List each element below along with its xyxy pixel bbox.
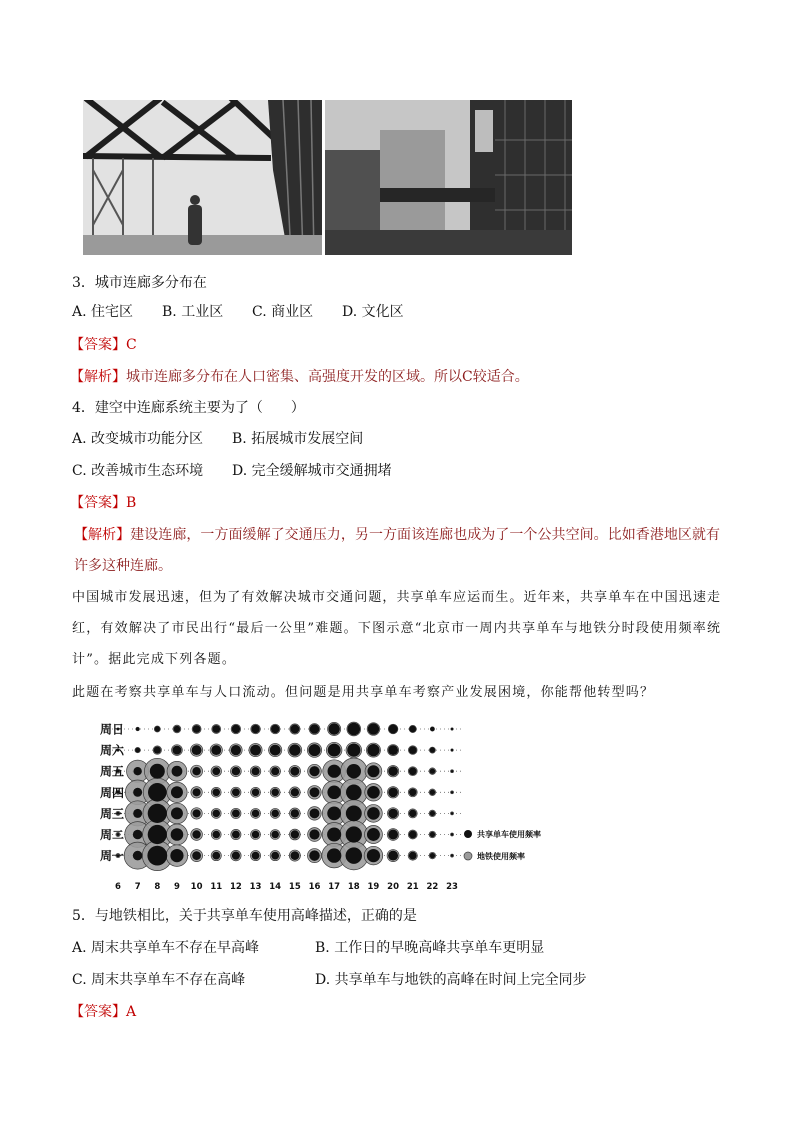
x-tick-label: 14 (269, 882, 282, 892)
bike-bubble (232, 810, 240, 818)
question-3-option-d: D. 文化区 (342, 304, 404, 320)
x-tick-label: 12 (229, 882, 242, 892)
legend-subway-label: 地铁使用频率 (477, 852, 525, 861)
legend-bike-label: 共享单车使用频率 (477, 830, 541, 839)
bike-bubble (430, 853, 435, 858)
bike-bubble (213, 789, 221, 797)
bike-bubble (133, 788, 142, 797)
x-tick-label: 13 (249, 882, 262, 892)
walkway-floor (83, 235, 322, 255)
bike-bubble (193, 725, 201, 733)
answer-value: B (126, 495, 137, 511)
legend-subway-marker (464, 852, 472, 860)
bike-bubble (291, 851, 300, 860)
question-4-analysis-line-2: 许多这种连廊。 (74, 558, 172, 574)
bike-bubble (192, 745, 202, 755)
usage-frequency-bubble-chart (90, 712, 570, 897)
bike-bubble (310, 808, 320, 818)
question-5-stem: 5．与地铁相比，关于共享单车使用高峰描述，正确的是 (72, 908, 417, 924)
answer-label: 【答案】 (70, 495, 126, 511)
answer-value: C (126, 337, 137, 353)
x-tick-label: 6 (115, 882, 121, 892)
bike-bubble (367, 807, 380, 820)
bike-bubble (252, 852, 260, 860)
bike-bubble (346, 826, 362, 842)
bike-bubble (430, 727, 434, 731)
question-3-analysis (70, 368, 529, 386)
bike-bubble (290, 725, 299, 734)
bike-bubble (133, 851, 143, 861)
question-5-option-a: A. 周末共享单车不存在早高峰 (72, 940, 260, 956)
bike-bubble (347, 744, 360, 757)
bike-bubble (174, 726, 181, 733)
bike-bubble (232, 852, 240, 860)
bike-bubble (290, 767, 299, 776)
question-4-option-c: C. 改善城市生态环境 (72, 463, 204, 479)
question-5-option-d: D. 共享单车与地铁的高峰在时间上完全同步 (315, 972, 587, 988)
bike-bubble (388, 851, 398, 861)
bike-bubble (172, 746, 181, 755)
question-5-option-b: B. 工作日的早晚高峰共享单车更明显 (315, 940, 545, 956)
skybridge-exterior-photo (325, 100, 572, 255)
material-line-1: 中国城市发展迅速，但为了有效解决城市交通问题，共享单车应运而生。近年来，共享单车在中国迅速走 (72, 590, 720, 605)
x-tick-label: 9 (173, 882, 180, 892)
bike-bubble (328, 744, 341, 757)
bike-bubble (291, 830, 299, 838)
analysis-text: 建设连廊，一方面缓解了交通压力，另一方面该连廊也成为了一个公共空间。比如香港地区就有 (130, 527, 721, 543)
answer-label: 【答案】 (70, 337, 126, 353)
bike-bubble (367, 786, 380, 799)
legend (464, 829, 541, 861)
bike-bubble (251, 725, 259, 733)
bike-bubble (388, 809, 398, 819)
analysis-label: 【解析】 (70, 369, 126, 385)
bike-bubble (327, 786, 341, 800)
bike-bubble (213, 810, 221, 818)
question-4-option-d: D. 完全缓解城市交通拥堵 (232, 463, 392, 479)
bike-bubble (148, 783, 167, 802)
x-tick-label: 8 (154, 882, 161, 892)
bike-bubble (271, 831, 279, 839)
bike-bubble (193, 788, 201, 796)
bike-bubble (430, 811, 435, 816)
bike-bubble (270, 745, 281, 756)
bike-bubble (271, 725, 279, 733)
bike-bubble (430, 769, 435, 774)
light-column (475, 110, 493, 152)
bike-bubble (135, 748, 140, 753)
bike-bubble (409, 852, 417, 860)
bike-bubble (231, 745, 241, 755)
bike-bubble (451, 728, 453, 730)
bike-bubble (346, 785, 362, 801)
skybridge-interior-photo (83, 100, 322, 255)
answer-label: 【答案】 (70, 1004, 126, 1020)
bike-bubble (309, 744, 321, 756)
bike-bubble (309, 766, 319, 776)
question-4-answer (70, 494, 136, 512)
material-note: 此题在考察共享单车与人口流动。但问题是用共享单车考察产业发展困境，你能帮他转型吗？ (72, 685, 655, 700)
x-tick-label: 20 (387, 882, 400, 892)
bike-bubble (150, 764, 165, 779)
row-label: 周六 (100, 743, 125, 758)
bike-bubble (291, 788, 299, 796)
bike-bubble (430, 832, 435, 837)
bike-bubble (367, 849, 380, 862)
answer-value: A (126, 1004, 137, 1020)
bike-bubble (388, 788, 398, 798)
bike-bubble (252, 831, 259, 839)
analysis-text: 城市连廊多分布在人口密集、高强度开发的区域。所以C较适合。 (126, 369, 529, 385)
bike-bubble (451, 812, 453, 814)
bike-bubble (289, 744, 300, 755)
bike-bubble (213, 831, 221, 839)
bike-bubble (171, 786, 183, 798)
bike-bubble (212, 767, 220, 775)
bike-bubble (409, 810, 417, 818)
bike-bubble (192, 767, 200, 775)
material-line-2: 红，有效解决了市民出行“最后一公里”难题。下图示意“北京市一周内共享单车与地铁分时段使用频率统 (72, 621, 720, 636)
bike-bubble (346, 847, 363, 864)
bike-bubble (388, 830, 398, 840)
bike-bubble (348, 723, 361, 736)
bike-bubble (327, 807, 341, 821)
question-3-option-b: B. 工业区 (162, 304, 224, 320)
bike-bubble (327, 827, 341, 841)
bike-bubble (409, 831, 417, 839)
street-ground (325, 230, 572, 255)
sky-bridge (380, 188, 495, 202)
row-label: 周日 (100, 722, 125, 737)
bike-bubble (310, 787, 320, 797)
bike-bubble (328, 723, 339, 734)
bike-bubble (192, 830, 200, 838)
bike-bubble (172, 766, 183, 777)
question-5-answer (70, 1003, 136, 1021)
bike-bubble (133, 830, 143, 840)
bike-bubble (388, 745, 398, 755)
bike-bubble (430, 747, 435, 752)
bike-bubble (388, 766, 398, 776)
bike-bubble (291, 809, 299, 817)
bike-bubble (252, 767, 260, 775)
bike-bubble (192, 851, 201, 860)
x-tick-label: 7 (134, 882, 141, 892)
bike-bubble (147, 846, 167, 866)
bike-bubble (232, 788, 240, 796)
bike-bubble (232, 767, 240, 775)
bike-bubble (409, 767, 417, 775)
x-tick-label: 19 (367, 882, 380, 892)
bike-bubble (367, 765, 379, 777)
subway-bubbles (116, 722, 454, 871)
bike-bubble (310, 724, 320, 734)
bike-bubble (212, 725, 220, 733)
bike-bubble (271, 767, 279, 775)
row-label: 周五 (100, 764, 125, 779)
x-tick-label: 11 (210, 882, 223, 892)
bike-bubble (155, 726, 160, 731)
material-line-3: 计”。据此完成下列各题。 (72, 652, 237, 667)
x-tick-label: 23 (446, 882, 458, 892)
bike-bubble (211, 745, 221, 755)
question-3-answer (70, 336, 137, 354)
question-3-option-a: A. 住宅区 (72, 304, 134, 320)
bike-bubble (451, 833, 453, 835)
bike-bubble (451, 770, 453, 772)
bike-bubble (367, 828, 380, 841)
x-tick-label: 22 (426, 882, 439, 892)
bike-bubble (252, 810, 259, 818)
bike-bubble (232, 725, 240, 733)
row-label: 周一 (100, 849, 125, 864)
x-tick-label: 21 (406, 882, 419, 892)
bike-bubble (170, 849, 183, 862)
bike-bubble (193, 809, 201, 817)
bike-bubble (232, 831, 240, 839)
bike-bubble (368, 723, 379, 734)
bike-bubble (154, 747, 161, 754)
question-3-option-c: C. 商业区 (252, 304, 314, 320)
bike-bubble (451, 854, 453, 856)
x-tick-label: 15 (288, 882, 301, 892)
analysis-label: 【解析】 (74, 527, 131, 543)
question-4-option-a: A. 改变城市功能分区 (72, 431, 204, 447)
bike-bubble (171, 807, 183, 819)
bike-bubble (327, 848, 341, 862)
bike-bubble (347, 764, 361, 778)
bike-bubble (346, 805, 362, 821)
bike-bubble (367, 744, 379, 756)
row-label: 周二 (100, 828, 125, 842)
x-tick-label: 16 (308, 882, 321, 892)
x-tick-label: 18 (347, 882, 360, 892)
bike-bubble (409, 726, 416, 733)
bike-bubble (136, 727, 140, 731)
bike-bubble (451, 749, 453, 751)
question-5-option-c: C. 周末共享单车不存在高峰 (72, 972, 246, 988)
bike-bubble (148, 804, 167, 823)
x-tick-label: 17 (328, 882, 341, 892)
bike-bubble (430, 790, 435, 795)
bike-bubble (212, 852, 220, 860)
question-3-stem: 3．城市连廊多分布在 (72, 275, 207, 291)
bike-bubble (309, 829, 319, 839)
bike-bubble (409, 789, 417, 797)
bike-bubble (451, 791, 453, 793)
bike-bubble (271, 852, 279, 860)
bike-bubble (133, 809, 142, 818)
legend-bike-marker (464, 830, 472, 838)
bike-bubble (271, 789, 279, 797)
row-label: 周四 (100, 785, 125, 800)
bike-bubble (133, 767, 141, 775)
question-4-stem: 4．建空中连廊系统主要为了（ ） (72, 400, 305, 416)
x-tick-label: 10 (190, 882, 203, 892)
row-label: 周三 (100, 806, 125, 821)
question-4-analysis-line-1 (74, 526, 720, 544)
question-4-option-b: B. 拓展城市发展空间 (232, 431, 364, 447)
bike-bubble (328, 765, 341, 778)
bike-bubble (309, 850, 320, 861)
bike-bubble (250, 745, 261, 756)
bike-bubble (271, 810, 279, 818)
bike-bubble (148, 825, 167, 844)
bike-bubble (171, 828, 184, 841)
bike-bubble (409, 746, 417, 754)
bike-bubble (252, 789, 259, 797)
bike-bubble (389, 725, 398, 734)
